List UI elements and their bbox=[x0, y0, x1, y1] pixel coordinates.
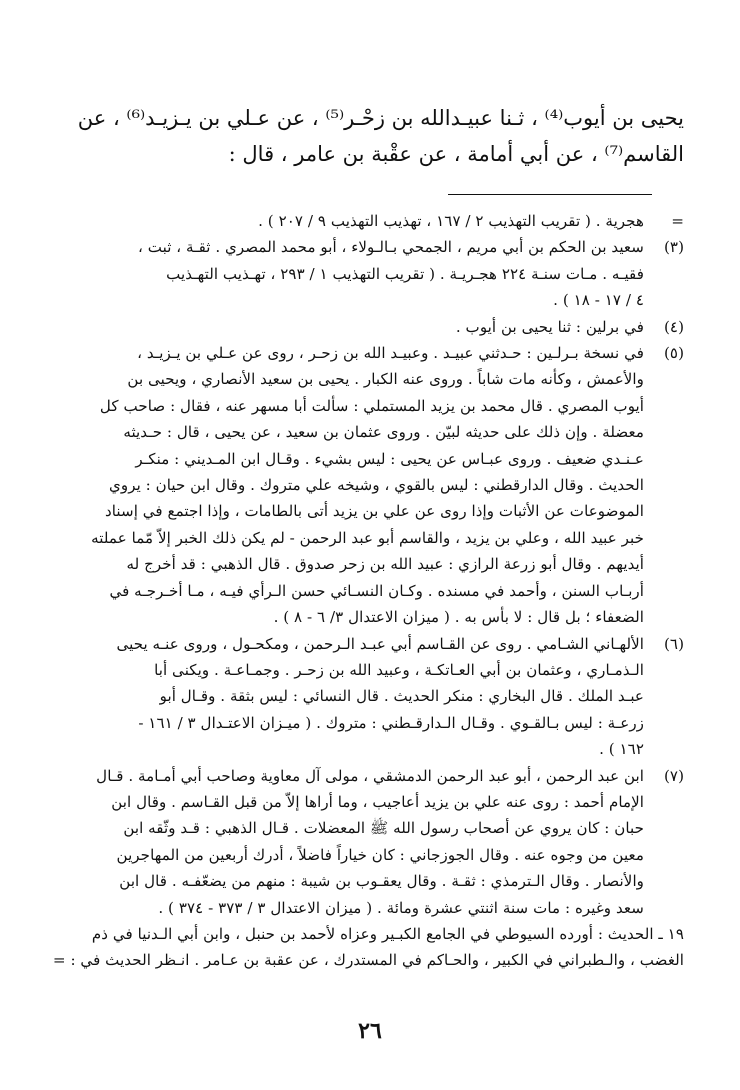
footnote-line: الإمام أحمد : روى عنه علي بن يزيد أعاجيب ، وما أراها إلاّ من قبل القـاسم . وقال ابن bbox=[111, 792, 644, 811]
footnote-line: فقيـه . مـات سنـة ٢٢٤ هجـريـة . ( تقريب التهذيب ١ / ٢٩٣ ، تهـذيب التهـذيب bbox=[166, 264, 644, 283]
footnote-number: = bbox=[671, 212, 684, 230]
footnote-line: الـذمـاري ، وعثمان بن أبي العـاتكـة ، وعبيد الله بن زحـر . وجمـاعـة . ويكنى أبا bbox=[154, 660, 644, 679]
footnote-4 bbox=[62, 314, 684, 340]
footnote-number: (٥) bbox=[663, 344, 684, 363]
footnote-line: في نسخة بـرلـين : حـدثني عبيـد . وعبيـد الله بن زحـر ، روى عن عـلي بن يـزيـد ، bbox=[137, 344, 644, 363]
footnote-line: عبـد الملك . قال البخاري : منكر الحديث . قال النسائي : ليس بثقة . وقـال أبو bbox=[159, 687, 644, 706]
main-text bbox=[77, 100, 684, 172]
footnote-line: خبر عبيد الله ، وعلي بن يزيد ، والقاسم أبو عبد الرحمن - لم يكن ذلك الخبر إلاّ مّما عملته bbox=[91, 528, 644, 547]
footnote-line: ١٦٢ ) . bbox=[599, 740, 644, 759]
main-text-line: يحيى بن أيوب⁽⁴⁾ ، ثـنا عبيـدالله بن زحْـر⁽⁵⁾ ، عن عـلي بن يـزيـد⁽⁶⁾ ، عن bbox=[77, 106, 684, 130]
footnote-line: عـنـدي ضعيف . وروى عبـاس عن يحيى : ليس بشيء . وقـال ابن المـديني : منكـر bbox=[135, 449, 644, 468]
footnote-6 bbox=[62, 631, 684, 763]
footnote-line: معين من وجوه عنه . وقال الجوزجاني : كان خياراً فاضلاً ، أدرك أربعين من المهاجرين bbox=[116, 845, 644, 864]
footnote-line: هجرية . ( تقريب التهذيب ٢ / ١٦٧ ، تهذيب التهذيب ٩ / ٢٠٧ ) . bbox=[258, 212, 644, 230]
hadith-reference-note bbox=[52, 921, 684, 974]
footnote-5 bbox=[62, 340, 684, 630]
footnote-line: حبان : كان يروي عن أصحاب رسول الله ﷺ المعضلات . قـال الذهبي : قـد وثّقه ابن bbox=[123, 819, 644, 838]
hadith-note-line: ١٩ ـ الحديث : أورده السيوطي في الجامع الكبـير وعزاه لأحمد بن حنبل ، وابن أبي الـدنيا في ذم bbox=[91, 924, 684, 943]
footnote-number: (٤) bbox=[663, 317, 684, 336]
footnote-number: (٦) bbox=[663, 634, 684, 653]
footnote-line: أربـاب السنن ، وأحمد في مسنده . وكـان النسـائي حسن الـرأي فيـه ، مـا أخـرجـه في bbox=[109, 581, 644, 600]
footnote-line: الحديث . وقال الدارقطني : ليس بالقوي ، وشيخه علي متروك . وقال ابن حيان : يروي bbox=[109, 476, 644, 495]
footnote-line: الألهـاني الشـامي . روى عن القـاسم أبي عبـد الـرحمن ، ومكحـول ، وروى عنـه يحيى bbox=[116, 634, 644, 653]
footnote-continuation bbox=[62, 208, 684, 234]
footnote-line: الضعفاء ؛ بل قال : لا بأس به . ( ميزان الاعتدال ٣/ ٦ - ٨ ) . bbox=[273, 608, 644, 627]
footnote-line: معضلة . وإن ذلك على حديثه لبيّن . وروى عثمان بن سعيد ، عن يحيى ، قال : حـديثه bbox=[123, 423, 644, 442]
footnote-line: والأنصار . وقال الـترمذي : ثقـة . وقال يعقـوب بن شيبة : منهم من يضعّفـه . قال ابن bbox=[119, 872, 644, 891]
footnote-number: (٣) bbox=[663, 238, 684, 257]
footnote-line: ٤ / ١٧ - ١٨ ) . bbox=[553, 291, 644, 310]
page-number: ٢٦ bbox=[358, 1018, 382, 1044]
footnote-line: الموضوعات عن الأثبات وإذا روى عن علي بن يزيد أتى بالطامات ، وإذا اجتمع في إسناد bbox=[105, 502, 644, 521]
footnote-3 bbox=[62, 234, 684, 313]
footnote-separator bbox=[448, 194, 652, 195]
footnote-line: والأعمش ، وكأنه مات شاباً . وروى عنه الكبار . يحيى بن سعيد الأنصاري ، ويحيى بن bbox=[127, 370, 644, 389]
footnote-line: سعيد بن الحكم بن أبي مريم ، الجمحي بـالـولاء ، أبو محمد المصري . ثقـة ، ثبت ، bbox=[138, 238, 644, 257]
footnote-number: (٧) bbox=[663, 766, 684, 785]
footnote-line: أيديهم . وقال أبو زرعة الرازي : عبيد الله بن زحر صدوق . قال الذهبي : قد أخرج له bbox=[126, 555, 644, 574]
footnote-line: في برلين : ثنا يحيى بن أيوب . bbox=[455, 317, 644, 336]
footnote-line: ابن عبد الرحمن ، أبو عبد الرحمن الدمشقي ، مولى آل معاوية وصاحب أبي أمـامة . قـال bbox=[96, 766, 644, 785]
footnote-line: أيوب المصري . قال محمد بن يزيد المستملي : سألت أبا مسهر عنه ، فقال : صاحب كل bbox=[99, 396, 644, 415]
footnote-7 bbox=[62, 763, 684, 921]
footnote-line: سعد وغيره : مات سنة اثنتي عشرة ومائة . ( ميزان الاعتدال ٣ / ٣٧٣ - ٣٧٤ ) . bbox=[158, 898, 644, 917]
main-text-line: القاسم⁽⁷⁾ ، عن أبي أمامة ، عن عقْبة بن عامر ، قال : bbox=[228, 142, 684, 166]
footnote-line: زرعـة : ليس بـالقـوي . وقـال الـدارقـطني : متروك . ( ميـزان الاعتـدال ٣ / ١٦١ - bbox=[138, 713, 644, 732]
footnotes bbox=[52, 208, 684, 974]
hadith-note-line: الغضب ، والـطبراني في الكبير ، والحـاكم في المستدرك ، عن عقبة بن عـامر . انـظر الحديث في : = bbox=[52, 951, 684, 970]
